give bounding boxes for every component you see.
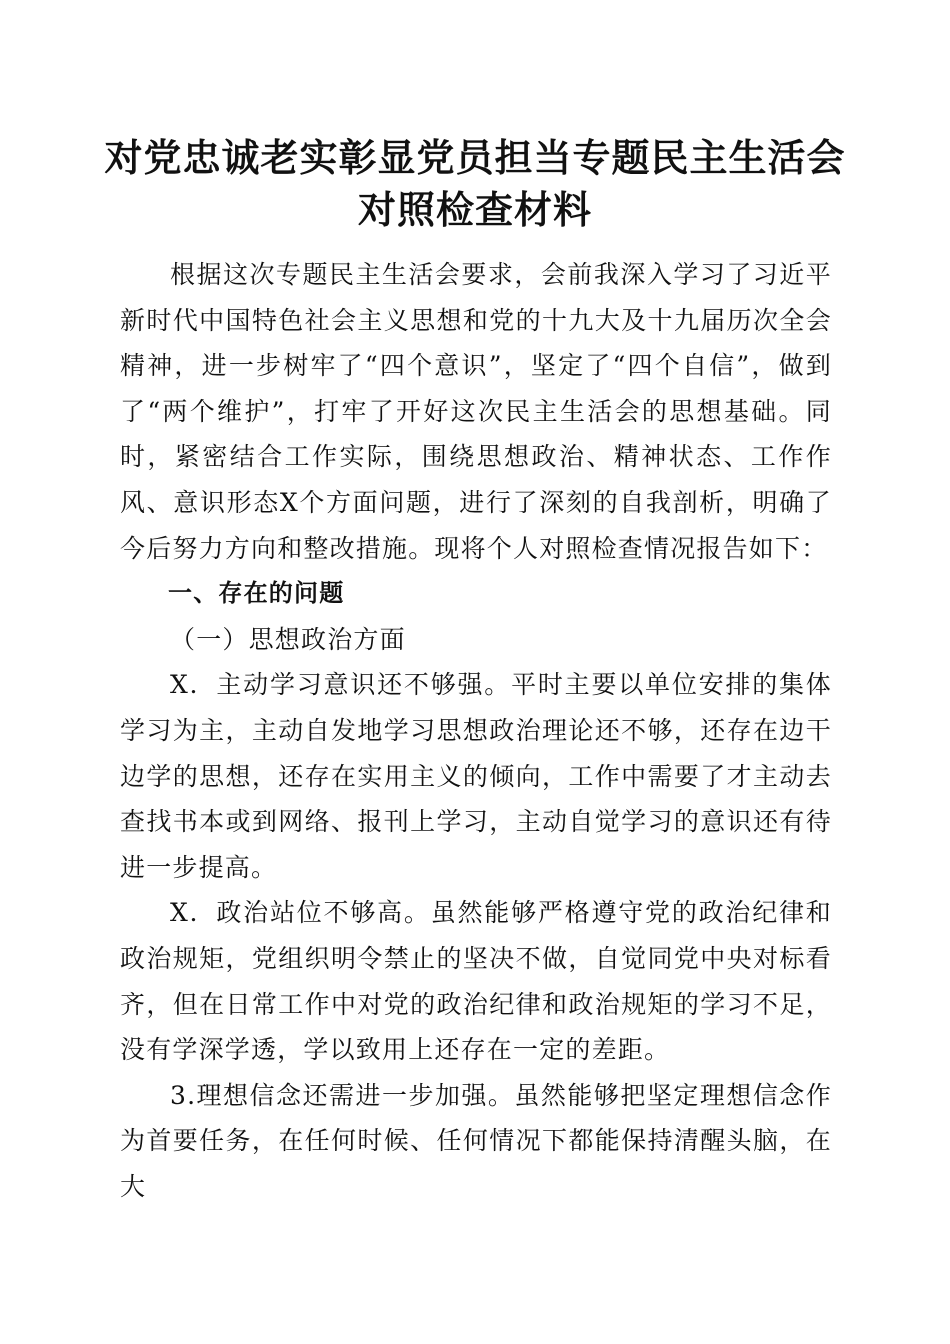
document-title: 对党忠诚老实彰显党员担当专题民主生活会对照检查材料	[104, 135, 846, 232]
paragraph-item-1: X．主动学习意识还不够强。平时主要以单位安排的集体学习为主，主动自发地学习思想政治理论还不够，还存在边干边学的思想，还存在实用主义的倾向，工作中需要了才主动去查找书本或到网络、报刊上学习，主动自觉学习的意识还有待进一步提高。	[120, 670, 832, 882]
paragraph-item-3: 3.理想信念还需进一步加强。虽然能够把坚定理想信念作为首要任务，在任何时候、任何情况下都能保持清醒头脑，在大	[120, 1080, 832, 1201]
subsection-heading: （一）思想政治方面	[170, 624, 406, 654]
document-body	[120, 252, 832, 1209]
paragraph-intro: 根据这次专题民主生活会要求，会前我深入学习了习近平新时代中国特色社会主义思想和党的十九大及十九届历次全会精神，进一步树牢了“四个意识”，坚定了“四个自信”，做到了“两个维护”，打牢了开好这次民主生活会的思想基础。同时，紧密结合工作实际，围绕思想政治、精神状态、工作作风、意识形态X个方面问题，进行了深刻的自我剖析，明确了今后努力方向和整改措施。现将个人对照检查情况报告如下：	[120, 260, 832, 563]
section-heading: 一、存在的问题	[168, 579, 345, 608]
paragraph-item-2: X．政治站位不够高。虽然能够严格遵守党的政治纪律和政治规矩，党组织明令禁止的坚决不做，自觉同党中央对标看齐，但在日常工作中对党的政治纪律和政治规矩的学习不足，没有学深学透，学以致用上还存在一定的差距。	[120, 898, 832, 1065]
